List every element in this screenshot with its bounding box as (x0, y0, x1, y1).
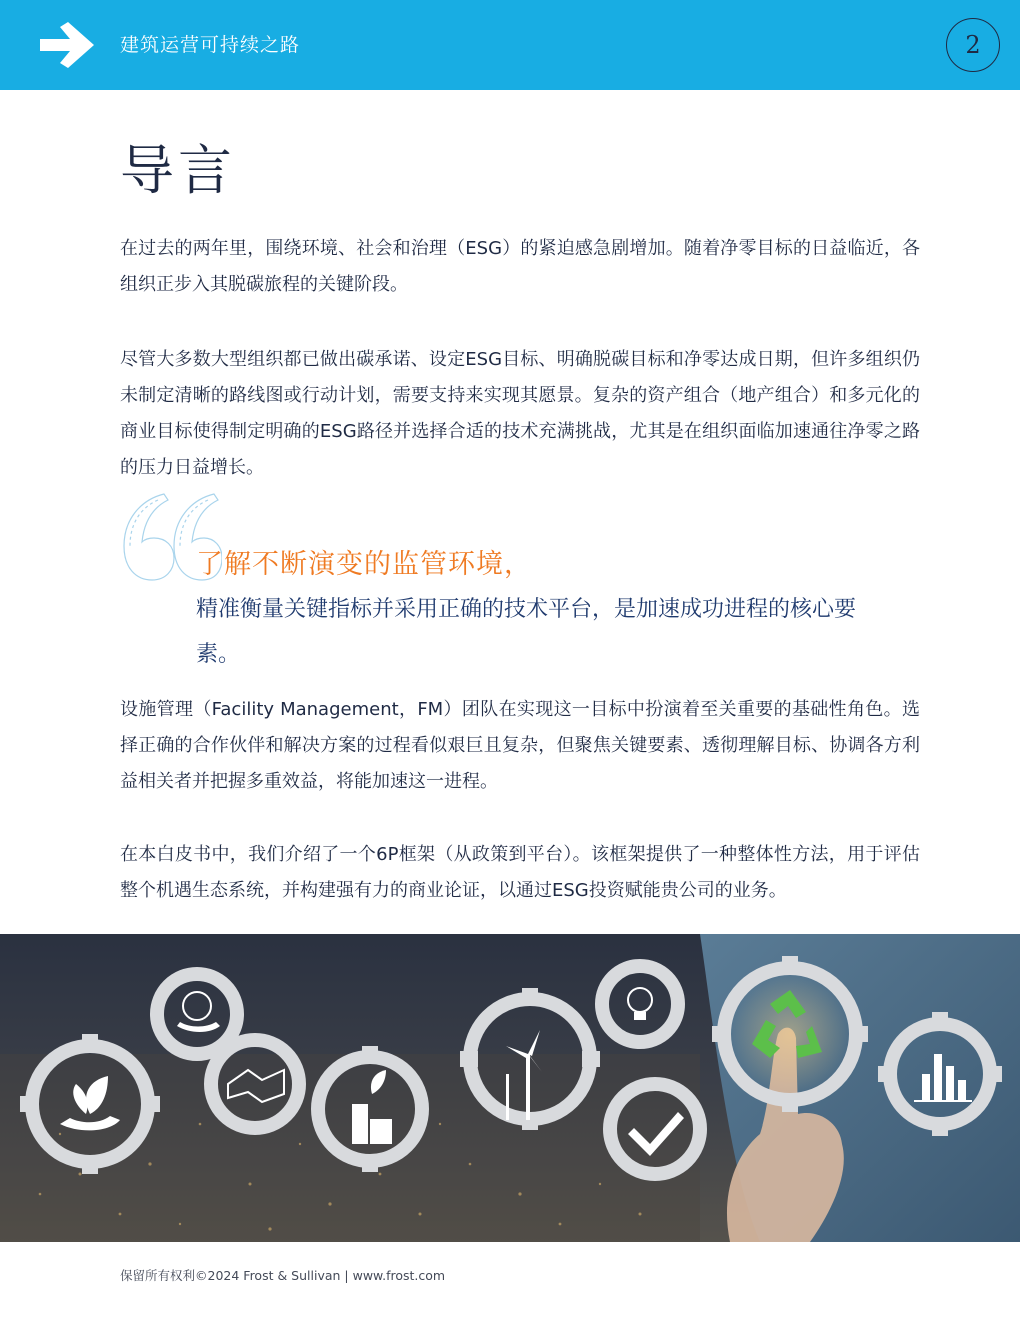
esg-banner-image (0, 934, 1020, 1242)
intro-paragraph-1: 在过去的两年里，围绕环境、社会和治理（ESG）的紧迫感急剧增加。随着净零目标的日益临近，各组织正步入其脱碳旅程的关键阶段。 (120, 238, 920, 295)
header-band (0, 0, 1020, 90)
header-title: 建筑运营可持续之路 (120, 34, 301, 56)
intro-paragraph-4: 在本白皮书中，我们介绍了一个6P框架（从政策到平台）。该框架提供了一种整体性方法，用于评估整个机遇生态系统，并构建强有力的商业论证，以通过ESG投资赋能贵公司的业务。 (120, 844, 920, 901)
page-title: 导言 (120, 139, 236, 202)
quote-highlight: 了解不断演变的监管环境， (196, 549, 532, 580)
quote-body: 精准衡量关键指标并采用正确的技术平台，是加速成功进程的核心要素。 (196, 597, 857, 667)
intro-paragraph-2: 尽管大多数大型组织都已做出碳承诺、设定ESG目标、明确脱碳目标和净零达成日期，但许多组织仍未制定清晰的路线图或行动计划，需要支持来实现其愿景。复杂的资产组合（地产组合）和多元化的商业目标使得制定明确的ESG路径并选择合适的技术充满挑战，尤其是在组织面临加速通往净零之路的压力日益增长。 (120, 349, 920, 478)
page-number: 2 (946, 18, 1000, 72)
footer-copyright: 保留所有权利©2024 Frost & Sullivan | www.frost.com (120, 1268, 446, 1283)
arrow-right-icon (36, 20, 100, 70)
intro-paragraph-3: 设施管理（Facility Management，FM）团队在实现这一目标中扮演着至关重要的基础性角色。选择正确的合作伙伴和解决方案的过程看似艰巨且复杂，但聚焦关键要素、透彻理解目标、协调各方利益相关者并把握多重效益，将能加速这一进程。 (120, 699, 920, 792)
